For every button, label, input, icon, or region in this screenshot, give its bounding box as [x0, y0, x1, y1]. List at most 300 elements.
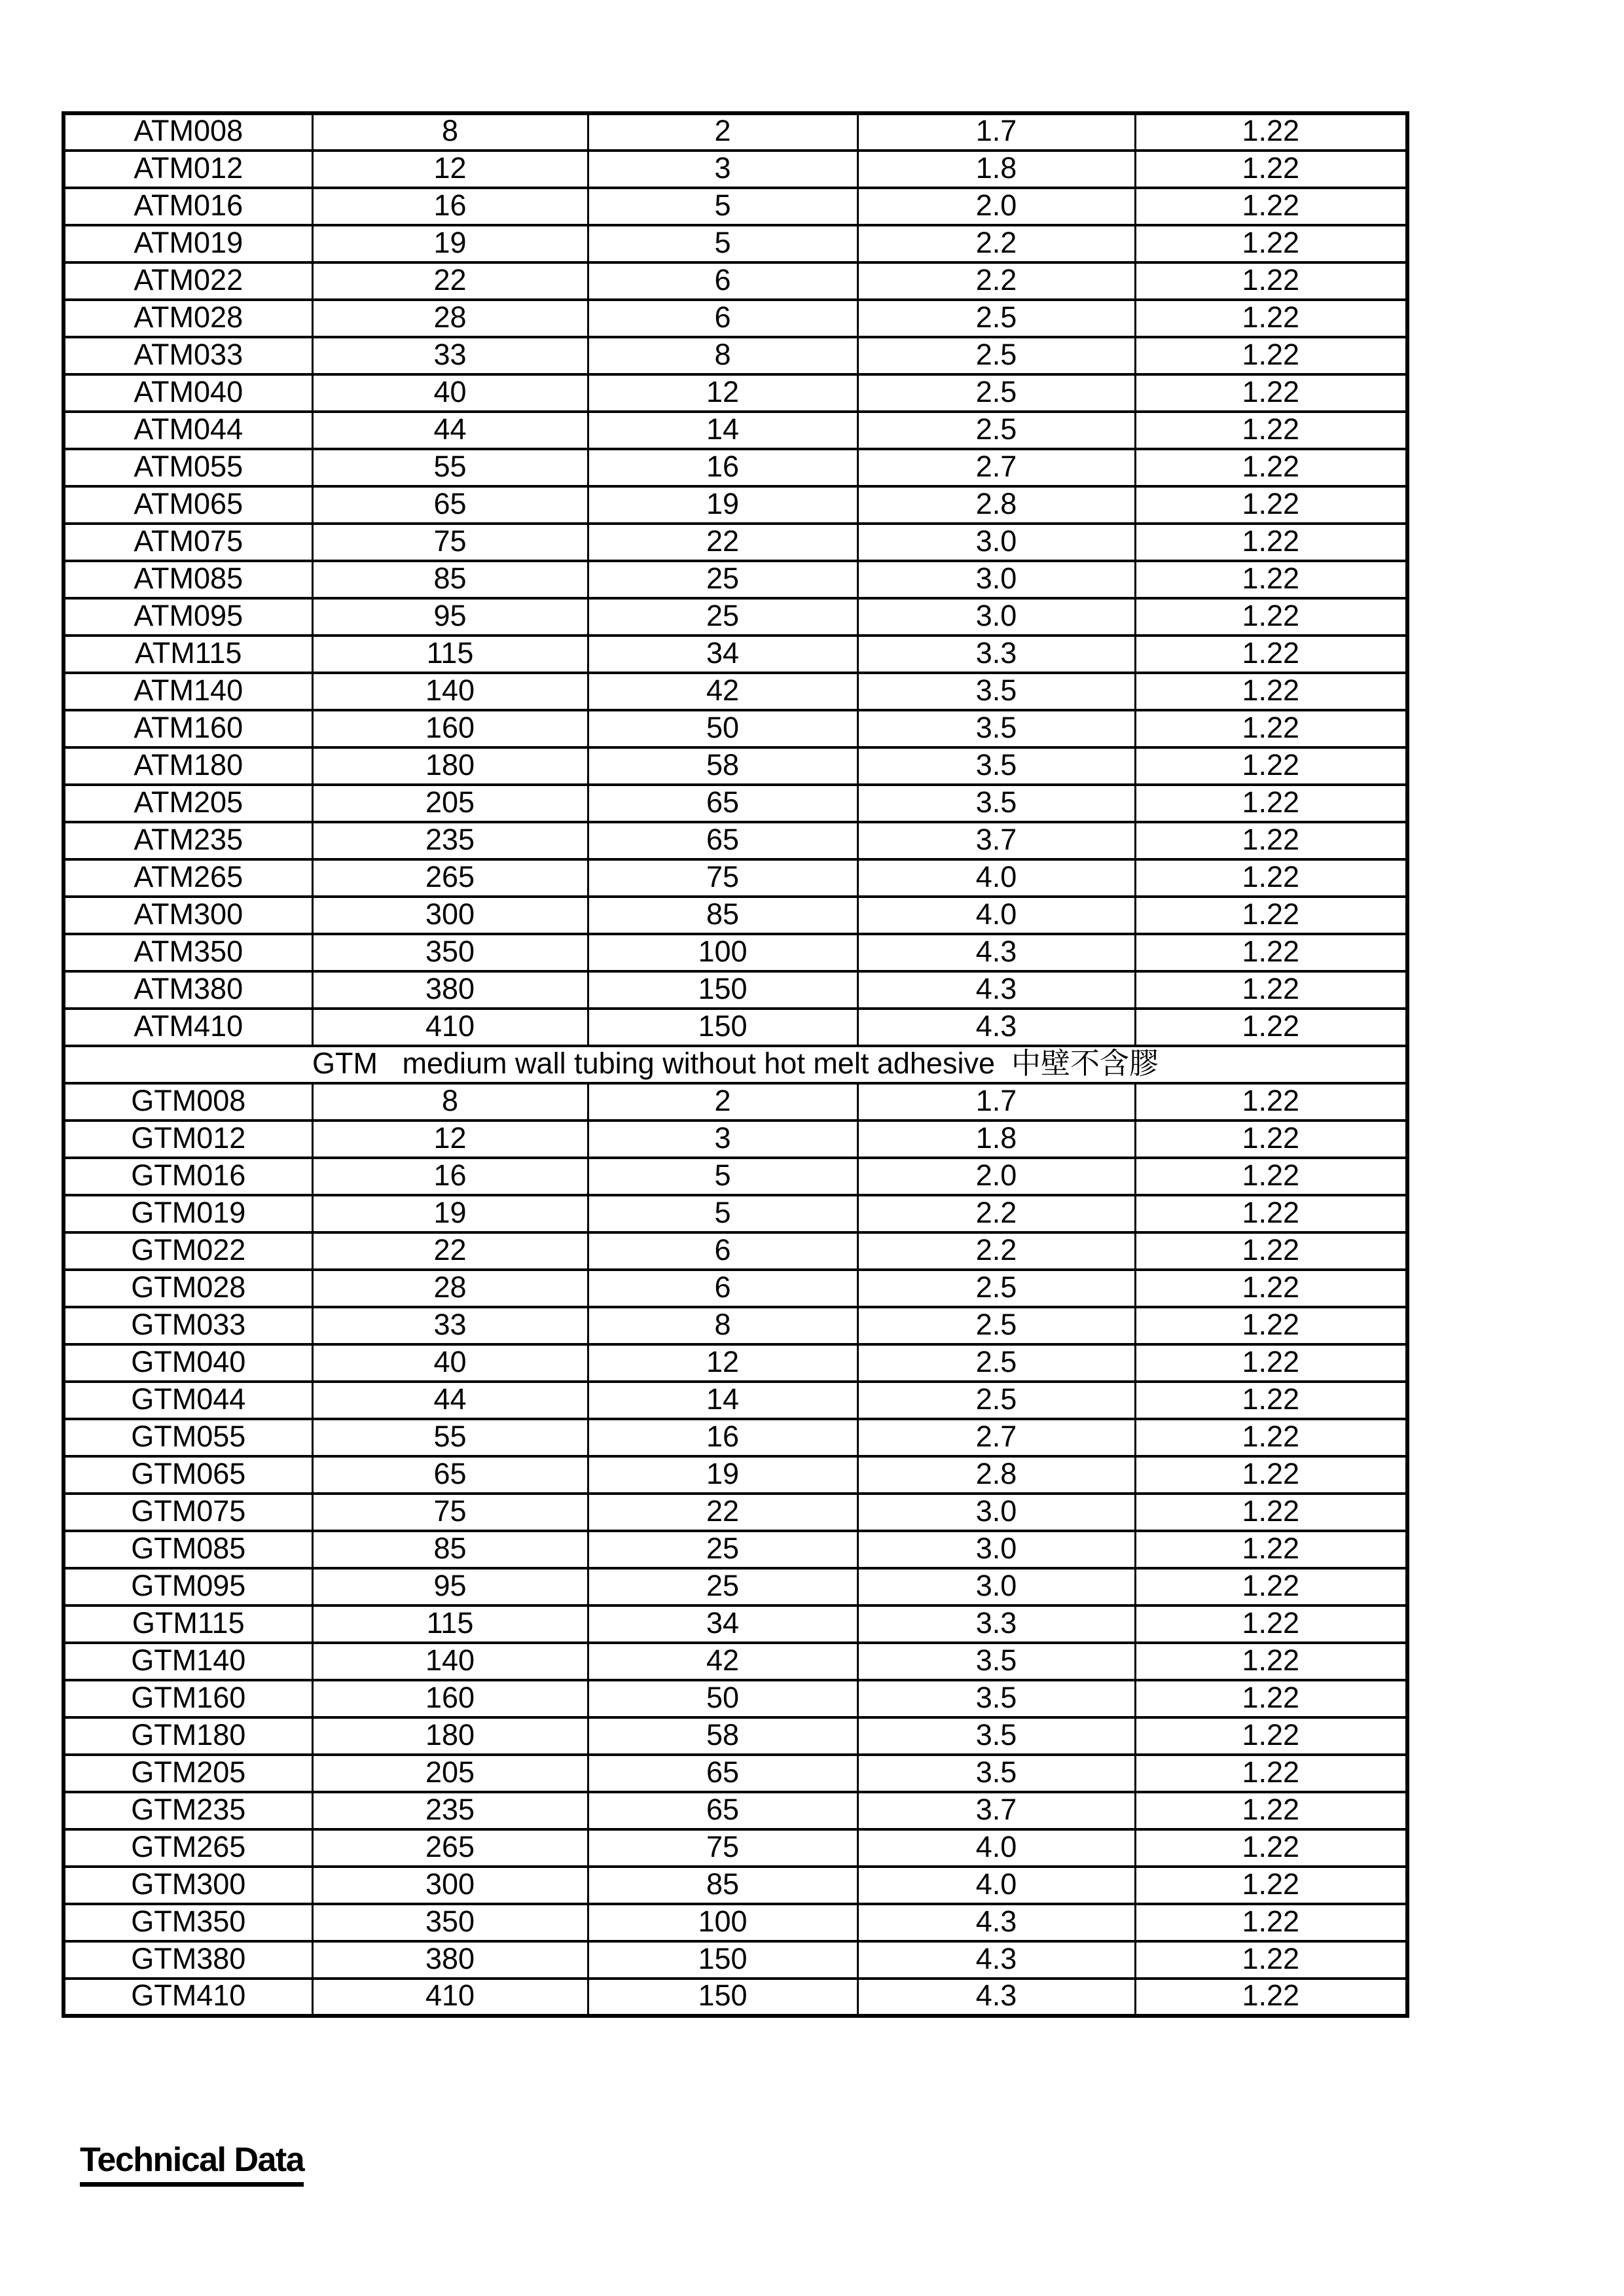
table-cell: 100 [588, 1904, 857, 1941]
table-cell: 55 [312, 449, 588, 486]
table-cell: 22 [312, 1232, 588, 1270]
table-cell-code: GTM044 [63, 1382, 312, 1419]
table-cell-code: ATM140 [63, 673, 312, 710]
table-cell: 50 [588, 1680, 857, 1717]
table-cell: 1.22 [1135, 1605, 1407, 1643]
table-cell: 2.5 [857, 1344, 1135, 1382]
table-cell-code: ATM055 [63, 449, 312, 486]
table-cell: 65 [588, 1792, 857, 1829]
table-cell: 1.22 [1135, 1456, 1407, 1494]
table-cell: 2.7 [857, 1419, 1135, 1456]
table-cell: 2.5 [857, 1307, 1135, 1344]
table-cell-code: ATM040 [63, 374, 312, 412]
table-row [63, 1717, 1407, 1755]
table-cell: 28 [312, 1270, 588, 1307]
table-body [63, 113, 1407, 2016]
table-cell: 65 [312, 1456, 588, 1494]
table-cell: 1.22 [1135, 337, 1407, 374]
table-cell: 1.22 [1135, 1232, 1407, 1270]
table-cell: 115 [312, 636, 588, 673]
table-row [63, 337, 1407, 374]
table-cell: 3.0 [857, 1494, 1135, 1531]
table-row [63, 1456, 1407, 1494]
table-cell: 4.3 [857, 934, 1135, 971]
table-cell: 44 [312, 1382, 588, 1419]
table-cell: 265 [312, 859, 588, 897]
table-cell: 19 [588, 1456, 857, 1494]
table-cell: 34 [588, 636, 857, 673]
table-cell: 95 [312, 598, 588, 636]
table-cell: 3 [588, 1121, 857, 1158]
table-row [63, 1941, 1407, 1979]
table-cell: 3.0 [857, 524, 1135, 561]
table-cell: 2.0 [857, 1158, 1135, 1195]
table-row [63, 1307, 1407, 1344]
table-cell-code: GTM300 [63, 1867, 312, 1904]
table-cell: 1.22 [1135, 1307, 1407, 1344]
table-cell: 1.22 [1135, 1195, 1407, 1232]
table-cell: 5 [588, 225, 857, 262]
table-cell-code: ATM180 [63, 747, 312, 785]
table-cell: 160 [312, 710, 588, 747]
table-cell: 4.0 [857, 1829, 1135, 1867]
table-cell-code: ATM235 [63, 822, 312, 859]
table-cell-code: ATM300 [63, 897, 312, 934]
table-cell: 3.0 [857, 561, 1135, 598]
table-cell: 1.22 [1135, 1083, 1407, 1121]
table-cell: 25 [588, 1568, 857, 1605]
table-cell: 58 [588, 747, 857, 785]
table-cell: 25 [588, 561, 857, 598]
table-row [63, 374, 1407, 412]
table-row [63, 225, 1407, 262]
table-cell: 1.22 [1135, 225, 1407, 262]
table-cell-code: GTM012 [63, 1121, 312, 1158]
section-header-cell: GTM medium wall tubing without hot melt adhesive 中壁不含膠 [63, 1046, 1407, 1083]
table-cell: 1.7 [857, 1083, 1135, 1121]
table-cell: 8 [588, 1307, 857, 1344]
table-cell: 6 [588, 1270, 857, 1307]
table-cell: 3.7 [857, 822, 1135, 859]
table-cell-code: GTM019 [63, 1195, 312, 1232]
table-cell: 3.5 [857, 785, 1135, 822]
table-cell: 2.5 [857, 374, 1135, 412]
table-cell-code: GTM028 [63, 1270, 312, 1307]
table-row [63, 1792, 1407, 1829]
table-cell: 85 [312, 561, 588, 598]
table-row [63, 971, 1407, 1009]
table-cell-code: ATM065 [63, 486, 312, 524]
table-cell: 150 [588, 971, 857, 1009]
table-cell: 33 [312, 337, 588, 374]
table-cell: 2.5 [857, 300, 1135, 337]
table-cell: 1.22 [1135, 1680, 1407, 1717]
table-cell: 75 [312, 1494, 588, 1531]
table-cell: 5 [588, 188, 857, 225]
table-cell-code: ATM115 [63, 636, 312, 673]
table-cell: 1.22 [1135, 710, 1407, 747]
table-cell-code: ATM075 [63, 524, 312, 561]
table-row [63, 1643, 1407, 1680]
table-cell: 1.22 [1135, 1755, 1407, 1792]
table-cell: 4.0 [857, 859, 1135, 897]
table-cell: 1.22 [1135, 1568, 1407, 1605]
table-cell: 2.5 [857, 1270, 1135, 1307]
table-cell: 85 [588, 897, 857, 934]
table-cell: 1.22 [1135, 374, 1407, 412]
table-cell: 44 [312, 412, 588, 449]
table-row [63, 1494, 1407, 1531]
table-cell-code: ATM160 [63, 710, 312, 747]
table-cell: 235 [312, 822, 588, 859]
table-cell: 8 [312, 113, 588, 151]
table-cell: 4.3 [857, 1979, 1135, 2016]
table-cell-code: GTM180 [63, 1717, 312, 1755]
table-cell: 4.3 [857, 1941, 1135, 1979]
table-cell: 3.7 [857, 1792, 1135, 1829]
table-cell: 16 [588, 449, 857, 486]
table-cell: 95 [312, 1568, 588, 1605]
table-cell-code: GTM265 [63, 1829, 312, 1867]
table-cell: 1.22 [1135, 1158, 1407, 1195]
table-cell: 65 [588, 822, 857, 859]
table-cell-code: ATM028 [63, 300, 312, 337]
table-cell: 85 [588, 1867, 857, 1904]
table-cell: 1.22 [1135, 1867, 1407, 1904]
table-cell: 1.22 [1135, 822, 1407, 859]
table-row [63, 1344, 1407, 1382]
table-row [63, 598, 1407, 636]
table-cell: 140 [312, 1643, 588, 1680]
table-cell: 1.22 [1135, 1494, 1407, 1531]
table-cell: 115 [312, 1605, 588, 1643]
table-cell: 1.22 [1135, 897, 1407, 934]
table-cell: 12 [312, 151, 588, 188]
table-cell: 2.2 [857, 1232, 1135, 1270]
technical-data-heading: Technical Data [80, 2142, 304, 2187]
table-cell: 300 [312, 897, 588, 934]
table-cell: 65 [312, 486, 588, 524]
table-cell: 150 [588, 1941, 857, 1979]
table-cell: 1.22 [1135, 1717, 1407, 1755]
table-cell-code: ATM016 [63, 188, 312, 225]
table-cell: 3.0 [857, 598, 1135, 636]
table-cell-code: GTM022 [63, 1232, 312, 1270]
table-cell-code: GTM380 [63, 1941, 312, 1979]
section-header-row [63, 1046, 1407, 1083]
table-cell: 42 [588, 1643, 857, 1680]
table-cell: 3.3 [857, 1605, 1135, 1643]
table-row [63, 524, 1407, 561]
table-cell: 19 [312, 1195, 588, 1232]
table-cell: 65 [588, 1755, 857, 1792]
tubing-spec-table [62, 111, 1409, 2018]
table-cell: 75 [588, 1829, 857, 1867]
table-row [63, 151, 1407, 188]
table-cell: 5 [588, 1158, 857, 1195]
table-row [63, 934, 1407, 971]
table-cell-code: ATM205 [63, 785, 312, 822]
table-cell: 2.5 [857, 337, 1135, 374]
table-cell: 75 [312, 524, 588, 561]
table-cell: 1.22 [1135, 1344, 1407, 1382]
table-cell: 1.22 [1135, 1941, 1407, 1979]
table-cell: 58 [588, 1717, 857, 1755]
table-cell: 85 [312, 1531, 588, 1568]
table-cell: 3.5 [857, 710, 1135, 747]
table-cell: 1.22 [1135, 1792, 1407, 1829]
table-row [63, 1270, 1407, 1307]
table-row [63, 822, 1407, 859]
table-row [63, 1121, 1407, 1158]
table-cell: 5 [588, 1195, 857, 1232]
table-cell: 22 [588, 524, 857, 561]
table-cell: 410 [312, 1979, 588, 2016]
table-cell: 205 [312, 1755, 588, 1792]
table-row [63, 300, 1407, 337]
table-cell: 1.22 [1135, 151, 1407, 188]
table-cell: 265 [312, 1829, 588, 1867]
table-row [63, 1009, 1407, 1046]
table-row [63, 747, 1407, 785]
table-cell-code: ATM012 [63, 151, 312, 188]
table-cell: 350 [312, 1904, 588, 1941]
table-cell: 350 [312, 934, 588, 971]
table-row [63, 1979, 1407, 2016]
table-cell: 1.22 [1135, 1904, 1407, 1941]
table-cell: 410 [312, 1009, 588, 1046]
table-cell-code: GTM085 [63, 1531, 312, 1568]
table-cell: 65 [588, 785, 857, 822]
table-cell: 4.0 [857, 897, 1135, 934]
table-row [63, 897, 1407, 934]
table-cell: 25 [588, 1531, 857, 1568]
table-cell: 33 [312, 1307, 588, 1344]
table-cell-code: GTM033 [63, 1307, 312, 1344]
table-cell: 3.5 [857, 1717, 1135, 1755]
table-cell: 100 [588, 934, 857, 971]
table-cell: 1.22 [1135, 673, 1407, 710]
table-cell: 14 [588, 412, 857, 449]
table-row [63, 113, 1407, 151]
table-cell: 22 [588, 1494, 857, 1531]
table-cell: 75 [588, 859, 857, 897]
table-cell: 1.22 [1135, 1270, 1407, 1307]
table-cell-code: GTM055 [63, 1419, 312, 1456]
table-cell: 3.5 [857, 1643, 1135, 1680]
table-cell-code: ATM095 [63, 598, 312, 636]
table-cell: 1.22 [1135, 113, 1407, 151]
table-cell: 1.22 [1135, 486, 1407, 524]
table-cell: 1.22 [1135, 636, 1407, 673]
table-cell: 140 [312, 673, 588, 710]
table-cell: 1.22 [1135, 747, 1407, 785]
table-cell-code: ATM265 [63, 859, 312, 897]
table-row [63, 1531, 1407, 1568]
table-cell-code: GTM350 [63, 1904, 312, 1941]
table-cell-code: ATM008 [63, 113, 312, 151]
table-cell: 40 [312, 374, 588, 412]
table-cell-code: GTM008 [63, 1083, 312, 1121]
table-cell-code: ATM033 [63, 337, 312, 374]
table-cell: 2.8 [857, 1456, 1135, 1494]
table-cell: 1.22 [1135, 971, 1407, 1009]
table-cell: 3.3 [857, 636, 1135, 673]
table-cell: 2 [588, 113, 857, 151]
table-cell: 16 [588, 1419, 857, 1456]
table-row [63, 412, 1407, 449]
table-cell: 8 [312, 1083, 588, 1121]
table-row [63, 1083, 1407, 1121]
table-row [63, 188, 1407, 225]
table-cell: 1.22 [1135, 859, 1407, 897]
table-cell: 1.22 [1135, 188, 1407, 225]
table-cell: 235 [312, 1792, 588, 1829]
table-cell: 19 [588, 486, 857, 524]
table-cell: 1.7 [857, 113, 1135, 151]
table-cell: 34 [588, 1605, 857, 1643]
table-cell: 1.22 [1135, 449, 1407, 486]
table-cell: 180 [312, 747, 588, 785]
table-cell: 16 [312, 1158, 588, 1195]
table-row [63, 1568, 1407, 1605]
table-cell-code: ATM022 [63, 262, 312, 300]
table-cell: 6 [588, 1232, 857, 1270]
table-cell-code: ATM019 [63, 225, 312, 262]
table-cell: 1.8 [857, 1121, 1135, 1158]
table-cell: 1.22 [1135, 1419, 1407, 1456]
table-cell: 3.0 [857, 1568, 1135, 1605]
table-cell: 2.8 [857, 486, 1135, 524]
table-cell: 380 [312, 1941, 588, 1979]
table-cell: 28 [312, 300, 588, 337]
table-cell: 4.3 [857, 1009, 1135, 1046]
table-cell: 3 [588, 151, 857, 188]
table-cell: 150 [588, 1979, 857, 2016]
table-cell: 1.22 [1135, 934, 1407, 971]
table-cell: 2.2 [857, 1195, 1135, 1232]
table-cell: 6 [588, 300, 857, 337]
table-cell-code: GTM040 [63, 1344, 312, 1382]
table-cell: 180 [312, 1717, 588, 1755]
table-row [63, 1904, 1407, 1941]
table-cell: 3.5 [857, 747, 1135, 785]
table-cell: 300 [312, 1867, 588, 1904]
table-cell: 55 [312, 1419, 588, 1456]
table-cell-code: ATM410 [63, 1009, 312, 1046]
table-cell-code: GTM065 [63, 1456, 312, 1494]
table-cell: 1.22 [1135, 1009, 1407, 1046]
table-cell: 1.22 [1135, 1531, 1407, 1568]
table-cell-code: GTM115 [63, 1605, 312, 1643]
table-cell: 2.5 [857, 412, 1135, 449]
table-cell: 3.0 [857, 1531, 1135, 1568]
table-row [63, 1158, 1407, 1195]
table-row [63, 1680, 1407, 1717]
table-cell-code: GTM075 [63, 1494, 312, 1531]
table-cell-code: GTM235 [63, 1792, 312, 1829]
table-cell: 380 [312, 971, 588, 1009]
table-cell: 1.22 [1135, 524, 1407, 561]
table-cell: 12 [312, 1121, 588, 1158]
table-cell: 4.0 [857, 1867, 1135, 1904]
table-cell: 19 [312, 225, 588, 262]
table-cell-code: GTM140 [63, 1643, 312, 1680]
table-cell: 3.5 [857, 673, 1135, 710]
table-cell-code: GTM095 [63, 1568, 312, 1605]
table-cell: 12 [588, 1344, 857, 1382]
table-row [63, 1232, 1407, 1270]
table-row [63, 1755, 1407, 1792]
table-cell: 1.22 [1135, 561, 1407, 598]
table-cell-code: ATM085 [63, 561, 312, 598]
table-cell-code: GTM410 [63, 1979, 312, 2016]
table-cell: 1.22 [1135, 1979, 1407, 2016]
table-cell: 2.5 [857, 1382, 1135, 1419]
table-cell: 1.22 [1135, 1829, 1407, 1867]
table-cell: 42 [588, 673, 857, 710]
table-cell: 40 [312, 1344, 588, 1382]
table-row [63, 859, 1407, 897]
table-row [63, 1829, 1407, 1867]
table-cell: 2.2 [857, 225, 1135, 262]
table-cell: 4.3 [857, 971, 1135, 1009]
table-cell: 160 [312, 1680, 588, 1717]
table-cell: 1.22 [1135, 598, 1407, 636]
table-row [63, 636, 1407, 673]
table-cell: 2.7 [857, 449, 1135, 486]
table-cell-code: ATM044 [63, 412, 312, 449]
table-row [63, 449, 1407, 486]
table-cell: 1.22 [1135, 1643, 1407, 1680]
table-row [63, 486, 1407, 524]
table-cell: 6 [588, 262, 857, 300]
table-cell: 1.22 [1135, 1121, 1407, 1158]
table-cell: 2 [588, 1083, 857, 1121]
table-cell: 16 [312, 188, 588, 225]
table-cell: 1.22 [1135, 300, 1407, 337]
table-cell: 150 [588, 1009, 857, 1046]
table-cell: 205 [312, 785, 588, 822]
table-row [63, 1867, 1407, 1904]
table-cell-code: GTM205 [63, 1755, 312, 1792]
table-cell: 4.3 [857, 1904, 1135, 1941]
table-cell: 22 [312, 262, 588, 300]
table-row [63, 1419, 1407, 1456]
table-cell: 8 [588, 337, 857, 374]
table-cell: 14 [588, 1382, 857, 1419]
table-cell: 1.22 [1135, 1382, 1407, 1419]
table-cell: 3.5 [857, 1680, 1135, 1717]
table-row [63, 1195, 1407, 1232]
table-row [63, 710, 1407, 747]
table-cell: 1.22 [1135, 412, 1407, 449]
table-cell-code: ATM380 [63, 971, 312, 1009]
table-cell: 1.8 [857, 151, 1135, 188]
table-cell: 12 [588, 374, 857, 412]
table-cell: 25 [588, 598, 857, 636]
table-row [63, 1605, 1407, 1643]
table-cell: 2.0 [857, 188, 1135, 225]
table-row [63, 561, 1407, 598]
table-cell-code: GTM160 [63, 1680, 312, 1717]
table-cell: 50 [588, 710, 857, 747]
table-cell-code: ATM350 [63, 934, 312, 971]
table-row [63, 1382, 1407, 1419]
table-cell: 2.2 [857, 262, 1135, 300]
table-cell: 3.5 [857, 1755, 1135, 1792]
table-cell: 1.22 [1135, 785, 1407, 822]
